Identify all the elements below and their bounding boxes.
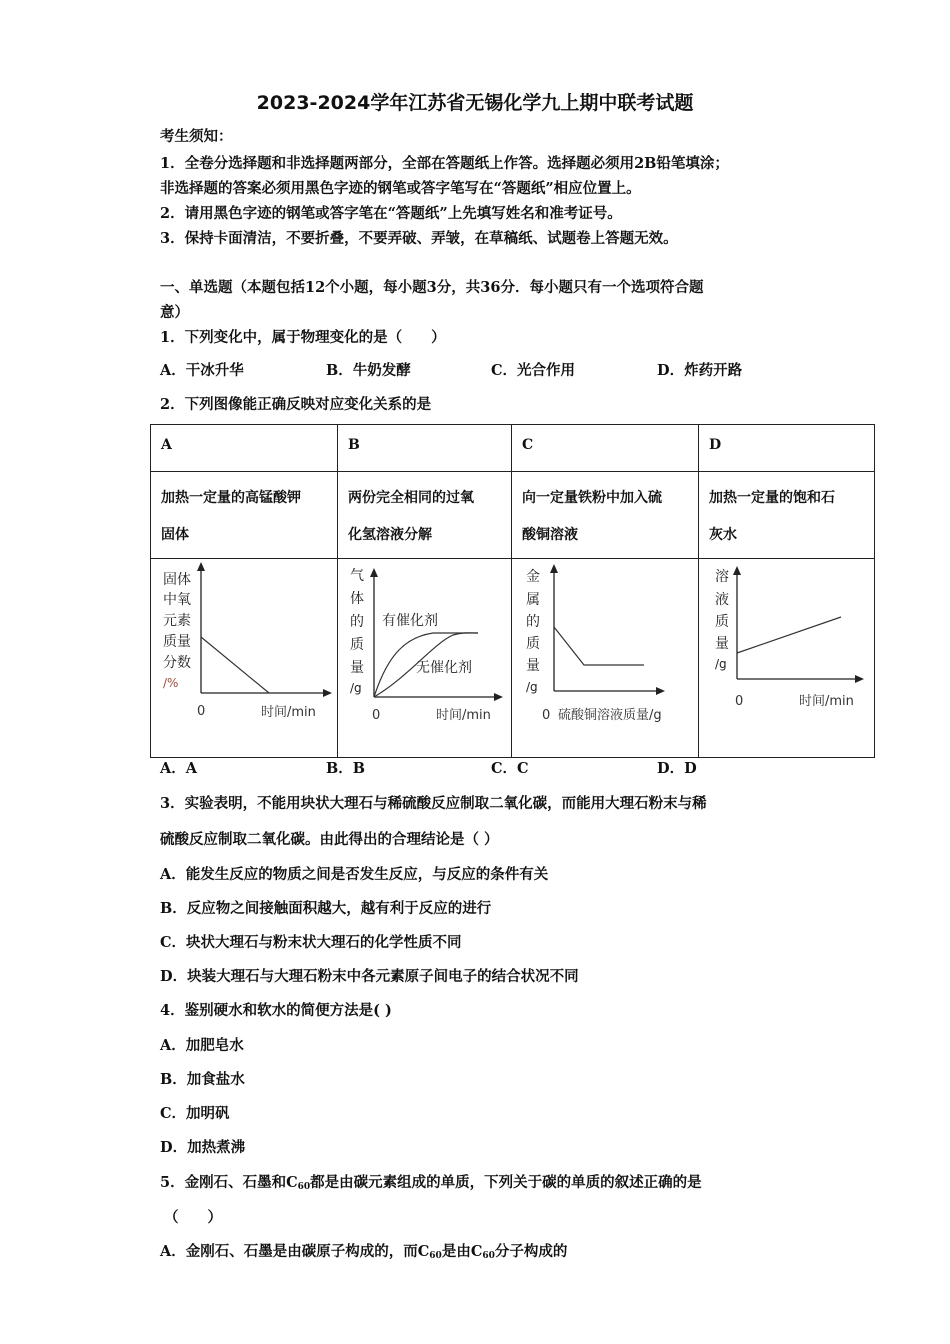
q2-stem: 2．下列图像能正确反映对应变化关系的是 (160, 396, 432, 413)
q4-option-c[interactable]: C．加明矾 (160, 1105, 230, 1122)
q5-answer-paren: （ ） (164, 1209, 222, 1226)
graph-c-line (554, 627, 644, 665)
q3-stem-cont: 硫酸反应制取二氧化碳。由此得出的合理结论是（ ） (160, 831, 499, 848)
graph-b-ylabel-unit: /g (350, 681, 362, 695)
graph-a-ylabel-1: 固体 (163, 572, 191, 588)
graph-d-x-arrow (855, 675, 864, 683)
q2-graph-b (338, 559, 511, 753)
notice-heading: 考生须知： (160, 128, 233, 145)
q2-option-a[interactable]: A．A (160, 760, 198, 777)
q3-option-d[interactable]: D．块装大理石与大理石粉末中各元素原子间电子的结合状况不同 (160, 968, 579, 985)
q2-table (150, 424, 875, 758)
graph-d-y-arrow (733, 566, 741, 575)
notice-item-2: 2．请用黑色字迹的钢笔或答字笔在“答题纸”上先填写姓名和准考证号。 (160, 205, 622, 222)
q2-col-b-desc: 两份完全相同的过氧 化氢溶液分解 (338, 472, 512, 559)
graph-a-x-arrow (323, 689, 332, 697)
graph-a-ylabel-5: 分数 (163, 655, 191, 671)
q3-option-a[interactable]: A．能发生反应的物质之间是否发生反应，与反应的条件有关 (160, 866, 549, 883)
q2-col-b-label: B (338, 425, 512, 472)
graph-c-xlabel: 硫酸铜溶液质量/g (558, 708, 662, 723)
q2-col-a-desc: 加热一定量的高锰酸钾 固体 (151, 472, 338, 559)
q2-option-d[interactable]: D．D (657, 760, 697, 777)
graph-b-ylabel-1: 气 (350, 568, 364, 584)
graph-b-curve1-label: 有催化剂 (382, 613, 438, 629)
graph-a-line (201, 637, 269, 693)
q2-graph-a-cell (151, 559, 338, 758)
q2-graph-d (699, 559, 874, 753)
q2-option-c[interactable]: C．C (491, 760, 529, 777)
graph-d-ylabel-unit: /g (715, 657, 727, 671)
q3-stem: 3．实验表明，不能用块状大理石与稀硫酸反应制取二氧化碳，而能用大理石粉末与稀 (160, 795, 707, 812)
graph-a-xlabel: 时间/min (261, 705, 316, 720)
graph-d-origin: 0 (735, 694, 744, 709)
graph-b-ylabel-2: 体 (350, 591, 364, 607)
graph-c-ylabel-1: 金 (526, 569, 540, 585)
notice-item-1-cont: 非选择题的答案必须用黑色字迹的钢笔或答字笔写在“答题纸”相应位置上。 (160, 180, 641, 197)
graph-b-ylabel-3: 的 (350, 614, 364, 630)
notice-item-1: 1．全卷分选择题和非选择题两部分，全部在答题纸上作答。选择题必须用2B铅笔填涂； (160, 155, 729, 172)
q4-option-d[interactable]: D．加热煮沸 (160, 1139, 246, 1156)
graph-c-ylabel-5: 量 (526, 658, 540, 674)
q2-graph-b-cell (338, 559, 512, 758)
graph-d-ylabel-3: 质 (715, 614, 729, 630)
graph-c-ylabel-4: 质 (526, 636, 540, 652)
q1-option-c[interactable]: C．光合作用 (491, 362, 576, 379)
notice-item-3: 3．保持卡面清洁，不要折叠，不要弄破、弄皱，在草稿纸、试题卷上答题无效。 (160, 230, 678, 247)
q2-col-d-desc: 加热一定量的饱和石 灰水 (699, 472, 875, 559)
graph-c-x-arrow (656, 687, 665, 695)
q2-col-d-label: D (699, 425, 875, 472)
graph-b-origin: 0 (372, 708, 381, 723)
graph-b-ylabel-4: 质 (350, 637, 364, 653)
q2-option-b[interactable]: B．B (326, 760, 366, 777)
page-title: 2023-2024学年江苏省无锡化学九上期中联考试题 (256, 92, 694, 114)
q2-graph-d-cell (699, 559, 875, 758)
graph-a-ylabel-unit: /% (163, 676, 179, 690)
q2-col-c-label: C (512, 425, 699, 472)
graph-b-ylabel-5: 量 (350, 660, 364, 676)
graph-a-origin: 0 (197, 704, 206, 719)
graph-c-ylabel-3: 的 (526, 614, 540, 630)
q4-option-b[interactable]: B．加食盐水 (160, 1071, 245, 1088)
q4-option-a[interactable]: A．加肥皂水 (160, 1037, 244, 1054)
graph-c-origin: 0 (542, 708, 551, 723)
q2-col-c-desc: 向一定量铁粉中加入硫 酸铜溶液 (512, 472, 699, 559)
graph-a-ylabel-3: 元素 (163, 613, 191, 629)
graph-b-curve2-label: 无催化剂 (416, 660, 472, 676)
q5-stem: 5．金刚石、石墨和$C_{60}$都是由碳元素组成的单质，下列关于碳的单质的叙述正确的是 (160, 1174, 702, 1192)
graph-d-ylabel-2: 液 (715, 592, 729, 608)
q4-stem: 4．鉴别硬水和软水的简便方法是( ) (160, 1002, 392, 1019)
graph-d-ylabel-1: 溶 (715, 569, 729, 585)
graph-d-xlabel: 时间/min (799, 694, 854, 709)
q2-graph-c (512, 559, 698, 753)
q1-stem: 1．下列变化中，属于物理变化的是（ ） (160, 329, 446, 346)
graph-a-y-arrow (197, 562, 205, 571)
q1-option-b[interactable]: B．牛奶发酵 (326, 362, 411, 379)
q2-graph-c-cell (512, 559, 699, 758)
q2-graph-a (151, 559, 337, 753)
q2-col-a-label: A (151, 425, 338, 472)
graph-d-line (737, 617, 841, 653)
q1-option-d[interactable]: D．炸药开路 (657, 362, 743, 379)
graph-b-y-arrow (370, 568, 378, 577)
graph-c-ylabel-2: 属 (526, 592, 540, 608)
section-heading: 一、单选题（本题包括12个小题，每小题3分，共36分．每小题只有一个选项符合题 (160, 279, 704, 296)
graph-c-ylabel-unit: /g (526, 680, 538, 694)
graph-b-x-arrow (494, 693, 503, 701)
graph-a-ylabel-4: 质量 (163, 634, 191, 650)
graph-a-ylabel-2: 中氧 (163, 592, 191, 608)
graph-c-y-arrow (550, 564, 558, 573)
q1-option-a[interactable]: A．干冰升华 (160, 362, 244, 379)
section-heading-cont: 意） (160, 304, 189, 321)
graph-b-xlabel: 时间/min (436, 708, 491, 723)
q3-option-b[interactable]: B．反应物之间接触面积越大，越有利于反应的进行 (160, 900, 492, 917)
q5-option-a[interactable]: A．金刚石、石墨是由碳原子构成的，而$C_{60}$是由$C_{60}$分子构成的 (160, 1243, 568, 1261)
graph-d-ylabel-4: 量 (715, 636, 729, 652)
q3-option-c[interactable]: C．块状大理石与粉末状大理石的化学性质不同 (160, 934, 462, 951)
